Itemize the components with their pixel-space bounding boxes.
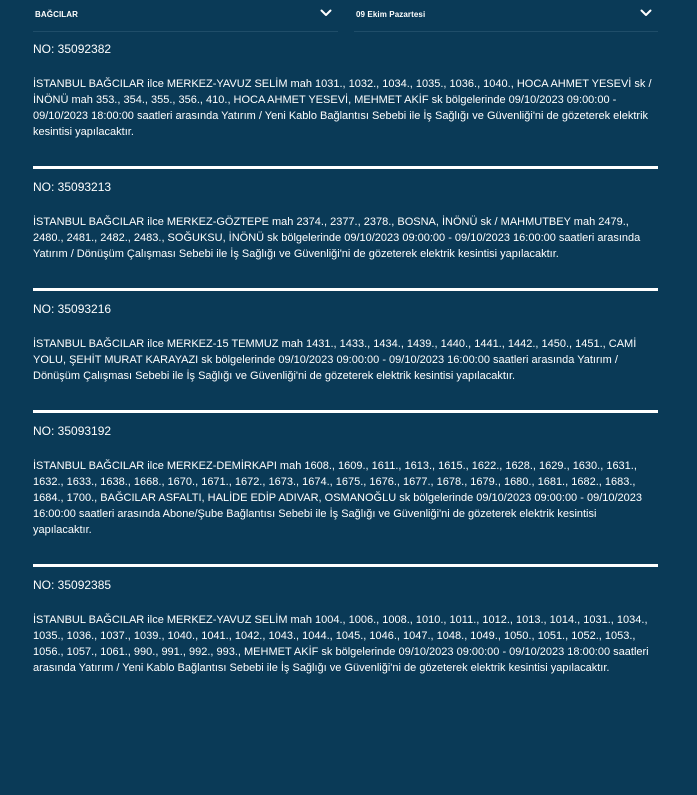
outage-item	[33, 31, 658, 169]
outage-item	[33, 413, 658, 567]
district-select[interactable]	[33, 0, 338, 32]
chevron-down-icon	[640, 8, 652, 18]
district-select-value: BAĞCILAR	[35, 10, 79, 19]
outage-number: NO: 35093213	[33, 180, 112, 194]
outage-number: NO: 35092382	[33, 42, 112, 56]
chevron-down-icon	[320, 8, 332, 18]
outage-description: İSTANBUL BAĞCILAR ilce MERKEZ-15 TEMMUZ mah 1431., 1433., 1434., 1439., 1440., 1441., 1442., 1450., 1451., CAMİ YOLU, ŞEHİT MURAT KARAYAZI sk bölgelerinde 09/10/2023 09:00:00 - 09/10/2023 16:00:00 saatleri arasında Yatırım / Dönüşüm Çalışması Sebebi ile İş Sağlığı ve Güvenliği'ni de gözeterek elektrik kesintisi yapılacaktır.	[33, 338, 637, 382]
filter-bar	[33, 0, 658, 32]
outage-list	[33, 31, 658, 702]
outage-item	[33, 169, 658, 291]
outage-description: İSTANBUL BAĞCILAR ilce MERKEZ-YAVUZ SELİM mah 1031., 1032., 1034., 1035., 1036., 1040., HOCA AHMET YESEVİ sk / İNÖNÜ mah 353., 354., 355., 356., 410., HOCA AHMET YESEVİ, MEHMET AKİF sk bölgelerinde 09/10/2023 09:00:00 - 09/10/2023 18:00:00 saatleri arasında Yatırım / Yeni Kablo Bağlantısı Sebebi ile İş Sağlığı ve Güvenliği'ni de gözeterek elektrik kesintisi yapılacaktır.	[33, 78, 652, 138]
date-select[interactable]	[354, 0, 658, 32]
outage-number: NO: 35093192	[33, 424, 112, 438]
outage-description: İSTANBUL BAĞCILAR ilce MERKEZ-GÖZTEPE mah 2374., 2377., 2378., BOSNA, İNÖNÜ sk / MAHMUTBEY mah 2479., 2480., 2481., 2482., 2483., SOĞUKSU, İNÖNÜ sk bölgelerinde 09/10/2023 09:00:00 - 09/10/2023 16:00:00 saatleri arasında Yatırım / Dönüşüm Çalışması Sebebi ile İş Sağlığı ve Güvenliği'ni de gözeterek elektrik kesintisi yapılacaktır.	[33, 216, 641, 260]
outage-number: NO: 35093216	[33, 302, 112, 316]
outage-description: İSTANBUL BAĞCILAR ilce MERKEZ-YAVUZ SELİM mah 1004., 1006., 1008., 1010., 1011., 1012., 1013., 1014., 1031., 1034., 1035., 1036., 1037., 1039., 1040., 1041., 1042., 1043., 1044., 1045., 1046., 1047., 1048., 1049., 1050., 1051., 1052., 1053., 1056., 1057., 1061., 990., 991., 992., 993., MEHMET AKİF sk bölgelerinde 09/10/2023 09:00:00 - 09/10/2023 18:00:00 saatleri arasında Yatırım / Yeni Kablo Bağlantısı Sebebi ile İş Sağlığı ve Güvenliği'ni de gözeterek elektrik kesintisi yapılacaktır.	[33, 614, 649, 674]
date-select-value: 09 Ekim Pazartesi	[356, 10, 426, 19]
outage-item	[33, 567, 658, 702]
outage-description: İSTANBUL BAĞCILAR ilce MERKEZ-DEMİRKAPI mah 1608., 1609., 1611., 1613., 1615., 1622., 1628., 1629., 1630., 1631., 1632., 1633., 1638., 1668., 1670., 1671., 1672., 1673., 1674., 1675., 1676., 1677., 1678., 1679., 1680., 1681., 1682., 1683., 1684., 1700., BAĞCILAR ASFALTI, HALİDE EDİP ADIVAR, OSMANOĞLU sk bölgelerinde 09/10/2023 09:00:00 - 09/10/2023 16:00:00 saatleri arasında Abone/Şube Bağlantısı Sebebi ile İş Sağlığı ve Güvenliği'ni de gözeterek elektrik kesintisi yapılacaktır.	[33, 460, 643, 536]
outage-number: NO: 35092385	[33, 578, 112, 592]
outage-item	[33, 291, 658, 413]
